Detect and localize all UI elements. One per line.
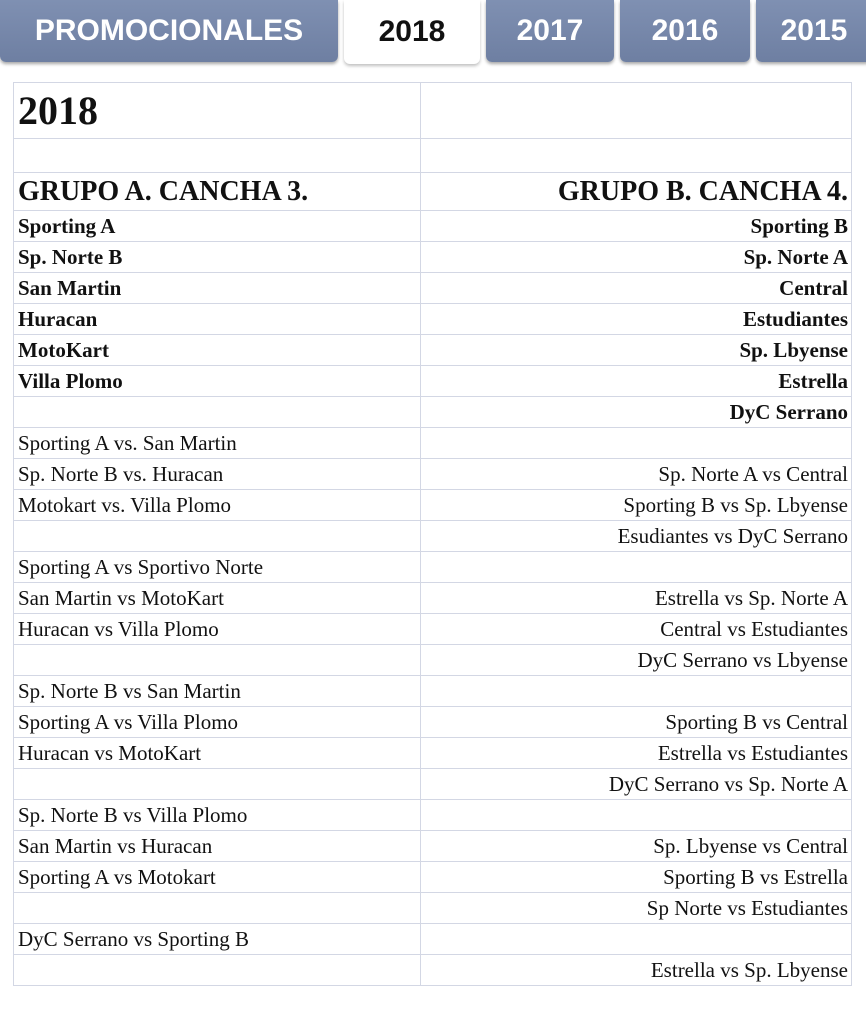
group-a-match: Sp. Norte B vs San Martin <box>14 676 421 707</box>
group-b-match: Sp. Norte A vs Central <box>421 459 852 490</box>
team-row <box>14 397 852 428</box>
empty-cell <box>14 139 421 173</box>
tab-2017[interactable]: 2017 <box>486 0 614 62</box>
group-b-match <box>421 552 852 583</box>
group-a-match: Huracan vs MotoKart <box>14 738 421 769</box>
group-b-match: Sporting B vs Central <box>421 707 852 738</box>
match-row <box>14 893 852 924</box>
group-a-match: San Martin vs MotoKart <box>14 583 421 614</box>
match-row <box>14 707 852 738</box>
team-row <box>14 273 852 304</box>
match-row <box>14 955 852 986</box>
match-row <box>14 552 852 583</box>
group-a-match: Sporting A vs Sportivo Norte <box>14 552 421 583</box>
match-row <box>14 862 852 893</box>
match-row <box>14 924 852 955</box>
empty-cell <box>421 139 852 173</box>
team-row <box>14 211 852 242</box>
group-a-match <box>14 893 421 924</box>
group-b-match: Esudiantes vs DyC Serrano <box>421 521 852 552</box>
group-a-match <box>14 645 421 676</box>
group-a-team: Sporting A <box>14 211 421 242</box>
match-row <box>14 769 852 800</box>
match-row <box>14 459 852 490</box>
group-b-match: Sporting B vs Sp. Lbyense <box>421 490 852 521</box>
group-a-match: Sp. Norte B vs. Huracan <box>14 459 421 490</box>
match-row <box>14 614 852 645</box>
group-b-match: Estrella vs Sp. Lbyense <box>421 955 852 986</box>
group-a-team: MotoKart <box>14 335 421 366</box>
match-row <box>14 490 852 521</box>
group-b-team: Estrella <box>421 366 852 397</box>
group-b-match: Central vs Estudiantes <box>421 614 852 645</box>
group-b-match: Estrella vs Estudiantes <box>421 738 852 769</box>
group-a-match: Sporting A vs. San Martin <box>14 428 421 459</box>
fixture-table <box>13 82 852 986</box>
tab-promocionales[interactable]: PROMOCIONALES <box>0 0 338 62</box>
tab-2015[interactable]: 2015 <box>756 0 866 62</box>
tab-2018[interactable]: 2018 <box>344 0 480 64</box>
group-b-heading: GRUPO B. CANCHA 4. <box>421 173 852 211</box>
sheet-title: 2018 <box>14 83 421 139</box>
group-a-match: Sp. Norte B vs Villa Plomo <box>14 800 421 831</box>
group-a-team: Sp. Norte B <box>14 242 421 273</box>
match-row <box>14 583 852 614</box>
match-row <box>14 645 852 676</box>
group-b-team: DyC Serrano <box>421 397 852 428</box>
group-b-match: Estrella vs Sp. Norte A <box>421 583 852 614</box>
empty-cell <box>421 83 852 139</box>
group-a-match: Sporting A vs Motokart <box>14 862 421 893</box>
team-row <box>14 335 852 366</box>
group-b-match: Sp. Lbyense vs Central <box>421 831 852 862</box>
team-row <box>14 304 852 335</box>
match-row <box>14 521 852 552</box>
spacer-row <box>14 139 852 173</box>
group-b-team: Estudiantes <box>421 304 852 335</box>
group-a-team <box>14 397 421 428</box>
group-b-match: Sporting B vs Estrella <box>421 862 852 893</box>
group-b-match <box>421 800 852 831</box>
match-row <box>14 831 852 862</box>
match-row <box>14 428 852 459</box>
group-b-match <box>421 428 852 459</box>
group-a-match: Sporting A vs Villa Plomo <box>14 707 421 738</box>
group-b-match: DyC Serrano vs Lbyense <box>421 645 852 676</box>
match-row <box>14 676 852 707</box>
group-a-match: Motokart vs. Villa Plomo <box>14 490 421 521</box>
group-a-team: San Martin <box>14 273 421 304</box>
group-a-team: Villa Plomo <box>14 366 421 397</box>
group-a-match: DyC Serrano vs Sporting B <box>14 924 421 955</box>
group-b-team: Central <box>421 273 852 304</box>
group-a-match <box>14 955 421 986</box>
group-a-match: San Martin vs Huracan <box>14 831 421 862</box>
match-row <box>14 800 852 831</box>
group-a-team: Huracan <box>14 304 421 335</box>
group-b-match <box>421 676 852 707</box>
team-row <box>14 366 852 397</box>
title-row <box>14 83 852 139</box>
group-a-heading: GRUPO A. CANCHA 3. <box>14 173 421 211</box>
group-b-match: Sp Norte vs Estudiantes <box>421 893 852 924</box>
group-b-team: Sp. Norte A <box>421 242 852 273</box>
group-b-match: DyC Serrano vs Sp. Norte A <box>421 769 852 800</box>
group-b-match <box>421 924 852 955</box>
match-row <box>14 738 852 769</box>
group-a-match: Huracan vs Villa Plomo <box>14 614 421 645</box>
team-row <box>14 242 852 273</box>
year-tab-bar <box>0 0 866 66</box>
group-heading-row <box>14 173 852 211</box>
group-a-match <box>14 769 421 800</box>
group-b-team: Sporting B <box>421 211 852 242</box>
group-b-team: Sp. Lbyense <box>421 335 852 366</box>
group-a-match <box>14 521 421 552</box>
tab-2016[interactable]: 2016 <box>620 0 750 62</box>
